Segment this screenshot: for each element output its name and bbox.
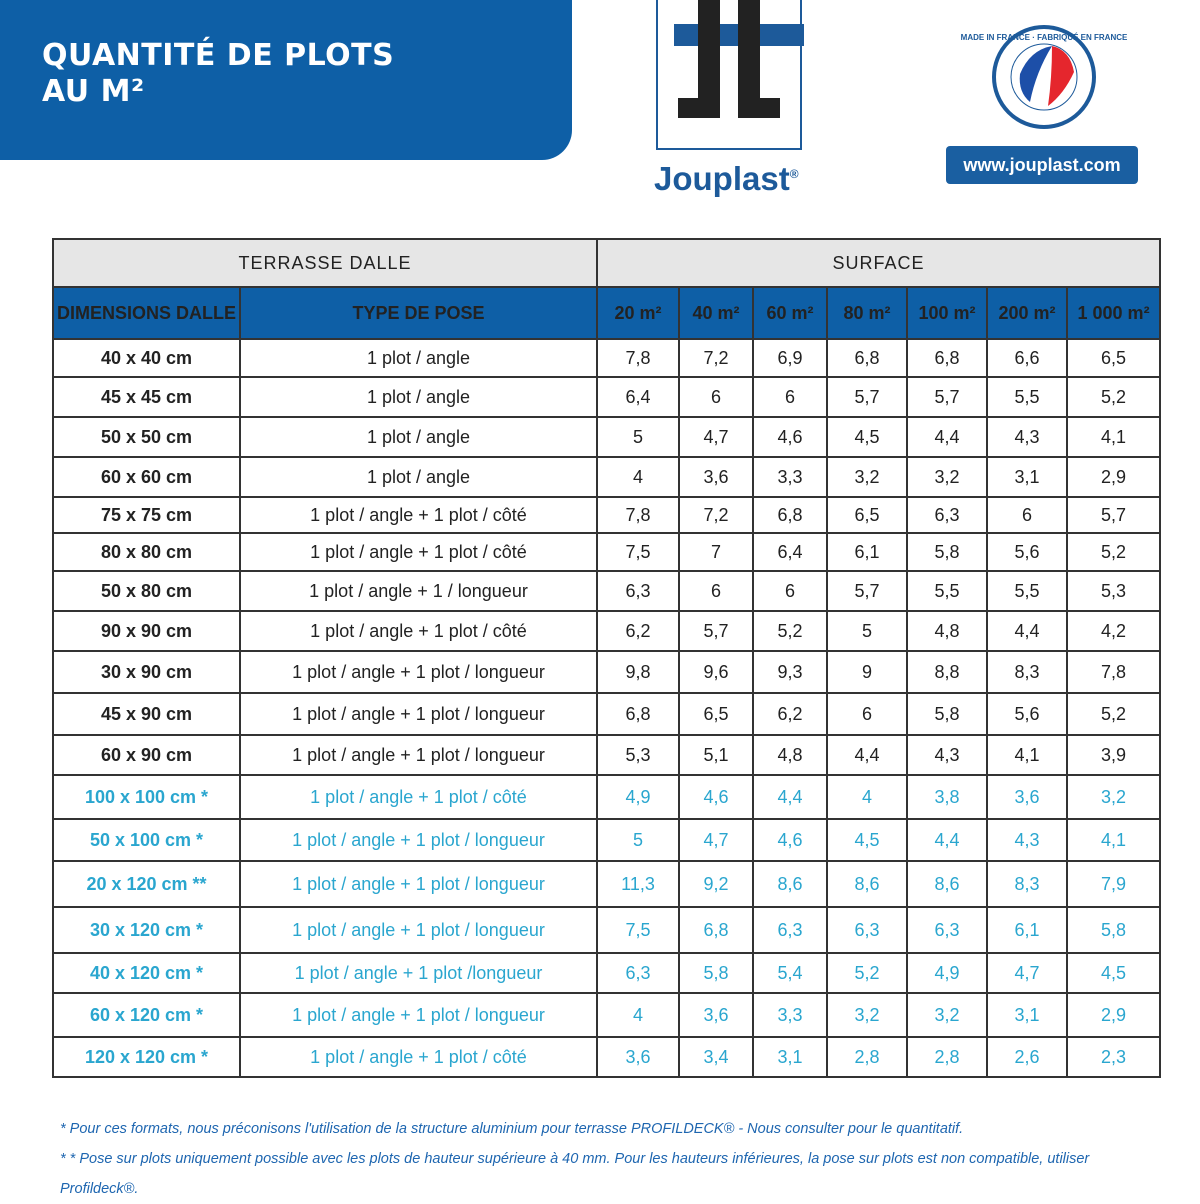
- value-cell: 5: [597, 417, 679, 457]
- col-surface: 80 m²: [827, 287, 907, 339]
- value-cell: 6,6: [987, 339, 1067, 377]
- value-cell: 6,3: [597, 571, 679, 611]
- value-cell: 8,3: [987, 861, 1067, 907]
- value-cell: 7,5: [597, 533, 679, 571]
- value-cell: 5,7: [907, 377, 987, 417]
- value-cell: 5,2: [1067, 533, 1160, 571]
- value-cell: 2,8: [827, 1037, 907, 1077]
- brand-name: Jouplast®: [654, 160, 799, 197]
- made-in-france-badge-icon: [960, 22, 1128, 132]
- value-cell: 3,6: [987, 775, 1067, 819]
- value-cell: 6,5: [827, 497, 907, 533]
- title-line-2: AU M²: [42, 74, 145, 109]
- value-cell: 3,2: [827, 993, 907, 1037]
- value-cell: 8,6: [753, 861, 827, 907]
- pose-cell: 1 plot / angle + 1 plot / côté: [240, 533, 597, 571]
- table-row: [53, 497, 1160, 533]
- value-cell: 5: [827, 611, 907, 651]
- value-cell: 8,3: [987, 651, 1067, 693]
- jouplast-logo-icon: [656, 0, 802, 150]
- col-surface: 200 m²: [987, 287, 1067, 339]
- value-cell: 9,2: [679, 861, 753, 907]
- pose-cell: 1 plot / angle + 1 plot / longueur: [240, 907, 597, 953]
- value-cell: 6,3: [597, 953, 679, 993]
- value-cell: 6,3: [907, 907, 987, 953]
- value-cell: 4,1: [1067, 819, 1160, 861]
- value-cell: 3,2: [907, 457, 987, 497]
- value-cell: 4,4: [907, 417, 987, 457]
- table-row: [53, 533, 1160, 571]
- value-cell: 5,7: [827, 571, 907, 611]
- value-cell: 4,6: [753, 417, 827, 457]
- dimension-cell: 90 x 90 cm: [53, 611, 240, 651]
- value-cell: 2,9: [1067, 993, 1160, 1037]
- value-cell: 7,9: [1067, 861, 1160, 907]
- value-cell: 4,8: [907, 611, 987, 651]
- dimension-cell: 80 x 80 cm: [53, 533, 240, 571]
- col-surface: 20 m²: [597, 287, 679, 339]
- header-banner: [0, 0, 572, 160]
- value-cell: 4,3: [907, 735, 987, 775]
- value-cell: 4,4: [827, 735, 907, 775]
- value-cell: 7,8: [597, 497, 679, 533]
- table-row: [53, 377, 1160, 417]
- table-row: [53, 457, 1160, 497]
- value-cell: 4: [827, 775, 907, 819]
- col-surface: 40 m²: [679, 287, 753, 339]
- plots-quantity-table: [52, 238, 1161, 1078]
- value-cell: 3,2: [827, 457, 907, 497]
- footnotes: [60, 1114, 1160, 1204]
- col-pose: TYPE DE POSE: [240, 287, 597, 339]
- table-row: [53, 735, 1160, 775]
- value-cell: 9,3: [753, 651, 827, 693]
- value-cell: 4,4: [907, 819, 987, 861]
- value-cell: 7,8: [597, 339, 679, 377]
- table-row: [53, 907, 1160, 953]
- value-cell: 6: [987, 497, 1067, 533]
- value-cell: 3,2: [1067, 775, 1160, 819]
- value-cell: 5,6: [987, 693, 1067, 735]
- value-cell: 5,8: [1067, 907, 1160, 953]
- value-cell: 5,7: [679, 611, 753, 651]
- value-cell: 6,9: [753, 339, 827, 377]
- value-cell: 4,3: [987, 819, 1067, 861]
- value-cell: 6,1: [827, 533, 907, 571]
- value-cell: 5,8: [907, 533, 987, 571]
- value-cell: 6,5: [1067, 339, 1160, 377]
- table-body: [53, 339, 1160, 1077]
- value-cell: 4,1: [987, 735, 1067, 775]
- dimension-cell: 30 x 120 cm *: [53, 907, 240, 953]
- col-surface: 60 m²: [753, 287, 827, 339]
- value-cell: 4,2: [1067, 611, 1160, 651]
- value-cell: 11,3: [597, 861, 679, 907]
- pose-cell: 1 plot / angle + 1 plot / côté: [240, 1037, 597, 1077]
- pose-cell: 1 plot / angle + 1 / longueur: [240, 571, 597, 611]
- value-cell: 5,3: [597, 735, 679, 775]
- dimension-cell: 60 x 90 cm: [53, 735, 240, 775]
- page-title: [42, 38, 394, 110]
- value-cell: 7,8: [1067, 651, 1160, 693]
- pose-cell: 1 plot / angle + 1 plot / longueur: [240, 819, 597, 861]
- table-row: [53, 651, 1160, 693]
- value-cell: 6,4: [597, 377, 679, 417]
- value-cell: 5,5: [987, 377, 1067, 417]
- value-cell: 3,6: [597, 1037, 679, 1077]
- value-cell: 2,6: [987, 1037, 1067, 1077]
- value-cell: 3,1: [753, 1037, 827, 1077]
- pose-cell: 1 plot / angle: [240, 339, 597, 377]
- value-cell: 3,6: [679, 993, 753, 1037]
- value-cell: 6,2: [753, 693, 827, 735]
- table-row: [53, 571, 1160, 611]
- value-cell: 2,9: [1067, 457, 1160, 497]
- value-cell: 8,6: [907, 861, 987, 907]
- dimension-cell: 120 x 120 cm *: [53, 1037, 240, 1077]
- value-cell: 4,5: [827, 819, 907, 861]
- value-cell: 8,6: [827, 861, 907, 907]
- value-cell: 4,7: [679, 819, 753, 861]
- value-cell: 5,2: [1067, 377, 1160, 417]
- value-cell: 4: [597, 457, 679, 497]
- value-cell: 7: [679, 533, 753, 571]
- value-cell: 3,2: [907, 993, 987, 1037]
- value-cell: 4,5: [827, 417, 907, 457]
- value-cell: 7,5: [597, 907, 679, 953]
- value-cell: 5,8: [907, 693, 987, 735]
- table-row: [53, 993, 1160, 1037]
- value-cell: 5,8: [679, 953, 753, 993]
- table-row: [53, 775, 1160, 819]
- dimension-cell: 40 x 40 cm: [53, 339, 240, 377]
- value-cell: 4,9: [907, 953, 987, 993]
- value-cell: 6,2: [597, 611, 679, 651]
- dimension-cell: 50 x 100 cm *: [53, 819, 240, 861]
- pose-cell: 1 plot / angle + 1 plot / longueur: [240, 735, 597, 775]
- value-cell: 6: [679, 377, 753, 417]
- value-cell: 4,6: [753, 819, 827, 861]
- value-cell: 6,8: [907, 339, 987, 377]
- dimension-cell: 40 x 120 cm *: [53, 953, 240, 993]
- table-row: [53, 693, 1160, 735]
- value-cell: 5,5: [987, 571, 1067, 611]
- table-row: [53, 861, 1160, 907]
- dimension-cell: 75 x 75 cm: [53, 497, 240, 533]
- dimension-cell: 30 x 90 cm: [53, 651, 240, 693]
- value-cell: 3,4: [679, 1037, 753, 1077]
- value-cell: 4,7: [679, 417, 753, 457]
- value-cell: 6: [679, 571, 753, 611]
- value-cell: 6: [753, 571, 827, 611]
- value-cell: 6,8: [679, 907, 753, 953]
- table-row: [53, 1037, 1160, 1077]
- title-line-1: QUANTITÉ DE PLOTS: [42, 38, 395, 73]
- value-cell: 4,3: [987, 417, 1067, 457]
- value-cell: 5: [597, 819, 679, 861]
- col-dimensions: DIMENSIONS DALLE: [53, 287, 240, 339]
- value-cell: 5,7: [1067, 497, 1160, 533]
- table-row: [53, 819, 1160, 861]
- table-row: [53, 339, 1160, 377]
- pose-cell: 1 plot / angle: [240, 417, 597, 457]
- value-cell: 5,7: [827, 377, 907, 417]
- value-cell: 3,9: [1067, 735, 1160, 775]
- column-header-row: [53, 287, 1160, 339]
- badge-text: MADE IN FRANCE · FABRIQUÉ EN FRANCE: [960, 33, 1128, 42]
- group-header-row: [53, 239, 1160, 287]
- value-cell: 4,1: [1067, 417, 1160, 457]
- value-cell: 3,8: [907, 775, 987, 819]
- table-row: [53, 953, 1160, 993]
- value-cell: 9,8: [597, 651, 679, 693]
- group-surface: SURFACE: [597, 239, 1160, 287]
- table-row: [53, 611, 1160, 651]
- value-cell: 5,4: [753, 953, 827, 993]
- pose-cell: 1 plot / angle + 1 plot / longueur: [240, 861, 597, 907]
- value-cell: 3,3: [753, 457, 827, 497]
- value-cell: 6,1: [987, 907, 1067, 953]
- group-terrasse-dalle: TERRASSE DALLE: [53, 239, 597, 287]
- value-cell: 7,2: [679, 339, 753, 377]
- value-cell: 8,8: [907, 651, 987, 693]
- value-cell: 6,8: [753, 497, 827, 533]
- dimension-cell: 45 x 45 cm: [53, 377, 240, 417]
- value-cell: 5,3: [1067, 571, 1160, 611]
- dimension-cell: 50 x 50 cm: [53, 417, 240, 457]
- pose-cell: 1 plot / angle + 1 plot / côté: [240, 775, 597, 819]
- value-cell: 4: [597, 993, 679, 1037]
- value-cell: 6,5: [679, 693, 753, 735]
- value-cell: 4,4: [987, 611, 1067, 651]
- value-cell: 5,2: [753, 611, 827, 651]
- website-link[interactable]: www.jouplast.com: [946, 146, 1138, 184]
- value-cell: 6: [827, 693, 907, 735]
- value-cell: 4,8: [753, 735, 827, 775]
- value-cell: 5,2: [1067, 693, 1160, 735]
- value-cell: 2,3: [1067, 1037, 1160, 1077]
- dimension-cell: 20 x 120 cm **: [53, 861, 240, 907]
- value-cell: 5,6: [987, 533, 1067, 571]
- value-cell: 2,8: [907, 1037, 987, 1077]
- dimension-cell: 60 x 60 cm: [53, 457, 240, 497]
- value-cell: 7,2: [679, 497, 753, 533]
- pose-cell: 1 plot / angle + 1 plot / longueur: [240, 651, 597, 693]
- dimension-cell: 45 x 90 cm: [53, 693, 240, 735]
- value-cell: 9,6: [679, 651, 753, 693]
- pose-cell: 1 plot / angle: [240, 377, 597, 417]
- dimension-cell: 60 x 120 cm *: [53, 993, 240, 1037]
- value-cell: 6,8: [827, 339, 907, 377]
- footnote-1: * Pour ces formats, nous préconisons l'utilisation de la structure aluminium pour terrasse PROFILDECK® - Nous consulter pour le quantitatif.: [60, 1121, 964, 1137]
- col-surface: 1 000 m²: [1067, 287, 1160, 339]
- value-cell: 6,4: [753, 533, 827, 571]
- value-cell: 6: [753, 377, 827, 417]
- table-row: [53, 417, 1160, 457]
- value-cell: 3,6: [679, 457, 753, 497]
- value-cell: 4,4: [753, 775, 827, 819]
- pose-cell: 1 plot / angle + 1 plot / longueur: [240, 993, 597, 1037]
- value-cell: 5,2: [827, 953, 907, 993]
- value-cell: 5,5: [907, 571, 987, 611]
- value-cell: 4,7: [987, 953, 1067, 993]
- value-cell: 4,9: [597, 775, 679, 819]
- pose-cell: 1 plot / angle + 1 plot / côté: [240, 497, 597, 533]
- value-cell: 4,6: [679, 775, 753, 819]
- value-cell: 3,1: [987, 993, 1067, 1037]
- value-cell: 6,8: [597, 693, 679, 735]
- col-surface: 100 m²: [907, 287, 987, 339]
- value-cell: 3,3: [753, 993, 827, 1037]
- value-cell: 4,5: [1067, 953, 1160, 993]
- value-cell: 6,3: [753, 907, 827, 953]
- dimension-cell: 50 x 80 cm: [53, 571, 240, 611]
- pose-cell: 1 plot / angle + 1 plot / côté: [240, 611, 597, 651]
- pose-cell: 1 plot / angle + 1 plot /longueur: [240, 953, 597, 993]
- value-cell: 5,1: [679, 735, 753, 775]
- pose-cell: 1 plot / angle + 1 plot / longueur: [240, 693, 597, 735]
- footnote-2: * * Pose sur plots uniquement possible avec les plots de hauteur supérieure à 40 mm. Pour les hauteurs inférieures, la pose sur plots est non compatible, utiliser Profildeck®.: [60, 1151, 1090, 1197]
- pose-cell: 1 plot / angle: [240, 457, 597, 497]
- value-cell: 9: [827, 651, 907, 693]
- value-cell: 6,3: [907, 497, 987, 533]
- value-cell: 6,3: [827, 907, 907, 953]
- dimension-cell: 100 x 100 cm *: [53, 775, 240, 819]
- value-cell: 3,1: [987, 457, 1067, 497]
